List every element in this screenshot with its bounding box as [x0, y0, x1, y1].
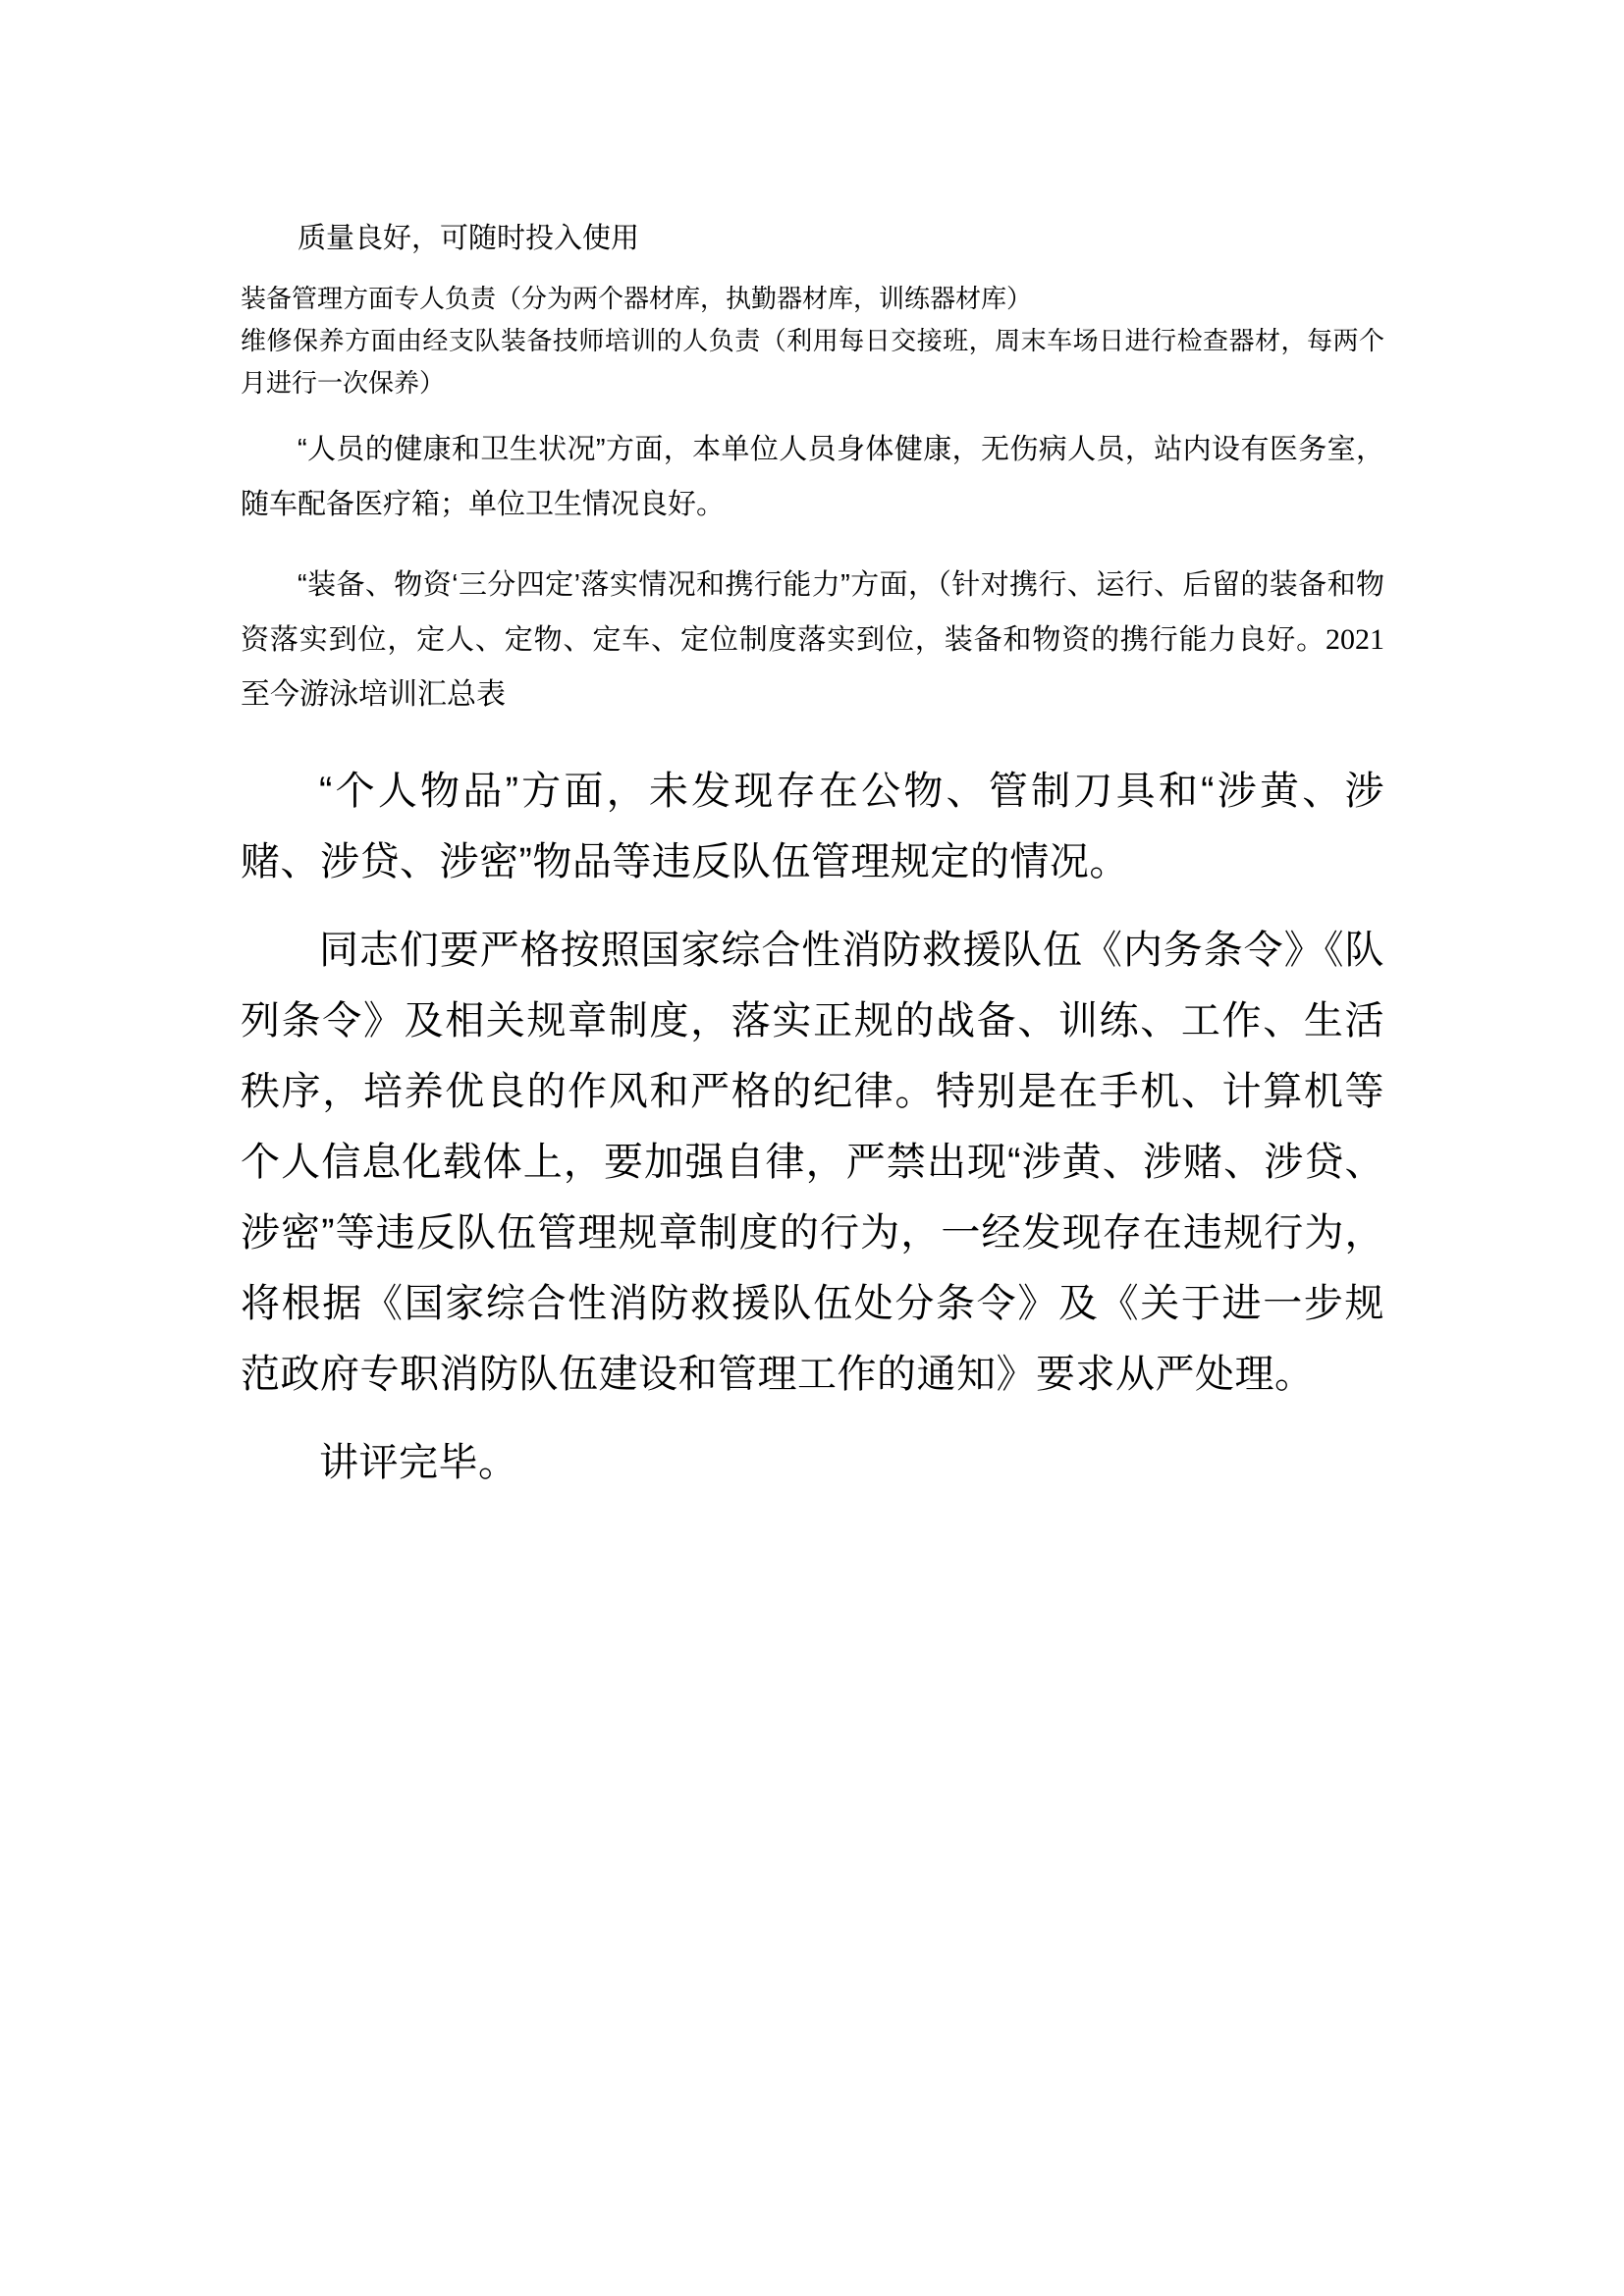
- paragraph-closing: 讲评完毕。: [319, 1441, 518, 1484]
- paragraph-personal-items: “个人物品”方面，未发现存在公物、管制刀具和“涉黄、涉赌、涉贷、涉密”物品等违反队伍管理规定的情况。: [241, 770, 1384, 883]
- paragraph-equipment-note-2: 维修保养方面由经支队装备技师培训的人负责（利用每日交接班，周末车场日进行检查器材，每两个月进行一次保养）: [241, 327, 1384, 398]
- paragraph-lead: 质量良好，可随时投入使用: [298, 223, 640, 254]
- paragraph-equipment-note-1: 装备管理方面专人负责（分为两个器材库，执勤器材库，训练器材库）: [241, 285, 1033, 313]
- document-body: [241, 211, 1384, 1498]
- paragraph-equipment-materials-trailing: 2021 至今游泳培训汇总表: [241, 623, 1384, 711]
- paragraph-equipment-materials: [241, 558, 1384, 722]
- paragraph-health-hygiene: “人员的健康和卫生状况”方面，本单位人员身体健康，无伤病人员，站内设有医务室，随车配备医疗箱；单位卫生情况良好。: [241, 434, 1384, 520]
- paragraph-equipment-materials-text: “装备、物资‘三分四定’落实情况和携行能力”方面，（针对携行、运行、后留的装备和物资落实到位，定人、定物、定车、定位制度落实到位，装备和物资的携行能力良好。: [241, 569, 1384, 656]
- paragraph-discipline-requirements: 同志们要严格按照国家综合性消防救援队伍《内务条令》《队列条令》及相关规章制度，落实正规的战备、训练、工作、生活秩序，培养优良的作风和严格的纪律。特别是在手机、计算机等个人信息化载体上，要加强自律，严禁出现“涉黄、涉赌、涉贷、涉密”等违反队伍管理规章制度的行为，一经发现存在违规行为，将根据《国家综合性消防救援队伍处分条令》及《关于进一步规范政府专职消防队伍建设和管理工作的通知》要求从严处理。: [241, 929, 1384, 1396]
